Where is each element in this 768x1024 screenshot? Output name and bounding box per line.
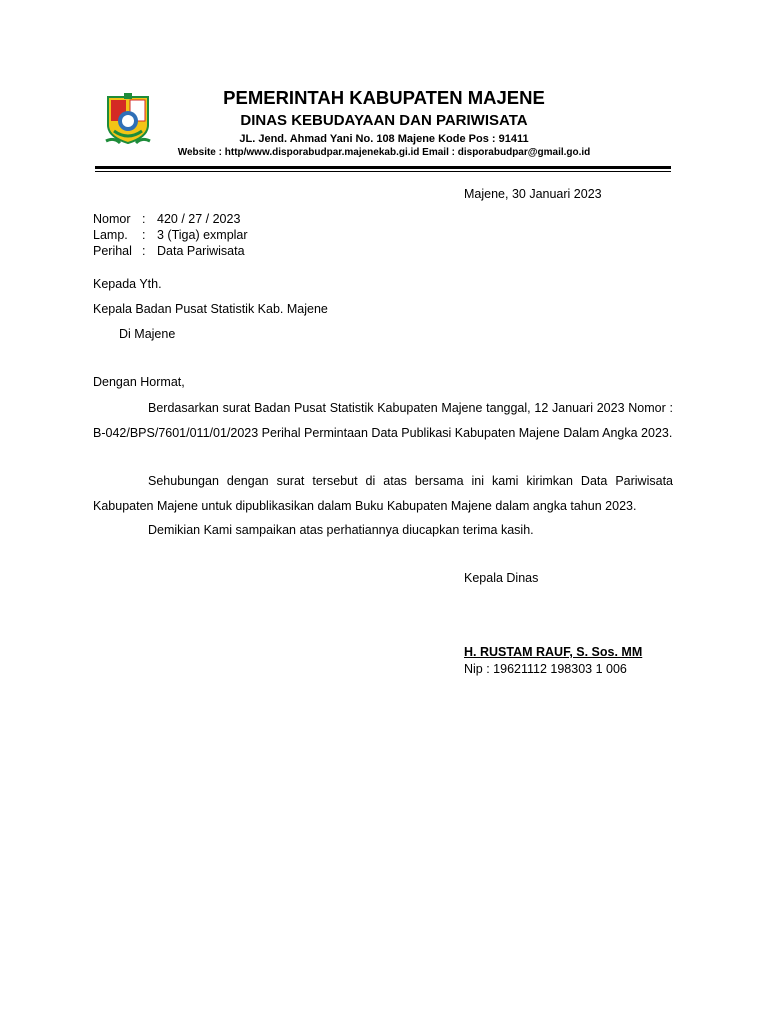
letterhead-contact: Website : http/www.disporabudpar.majenekab.gi.id Email : disporabudpar@gmail.go.id xyxy=(177,147,591,158)
ref-colon: : xyxy=(142,244,146,258)
recipient-location: Di Majene xyxy=(119,327,176,341)
recipient-salutation: Kepada Yth. xyxy=(93,277,162,291)
letterhead-divider-thin xyxy=(95,171,671,172)
ref-colon: : xyxy=(142,228,146,242)
place-date: Majene, 30 Januari 2023 xyxy=(464,187,602,201)
letterhead-government-title: PEMERINTAH KABUPATEN MAJENE xyxy=(223,87,545,108)
body-paragraph-1: Berdasarkan surat Badan Pusat Statistik Kabupaten Majene tanggal, 12 Januari 2023 Nomor : B-042/BPS/7601/011/01/2023 Perihal Permintaan Data Publikasi Kabupaten Majene Dalam Angka 2023. xyxy=(93,401,673,440)
ref-label-nomor: Nomor xyxy=(93,212,131,226)
signatory-title: Kepala Dinas xyxy=(464,571,539,585)
ref-value-nomor: 420 / 27 / 2023 xyxy=(157,212,241,226)
signatory-nip: Nip : 19621112 198303 1 006 xyxy=(464,662,627,676)
ref-value-lamp: 3 (Tiga) exmplar xyxy=(157,228,248,242)
body-paragraph-2: Sehubungan dengan surat tersebut di atas bersama ini kami kirimkan Data Pariwisata Kabupaten Majene untuk dipublikasikan dalam Buku Kabupaten Majene dalam angka tahun 2023. xyxy=(93,474,673,513)
signatory-name: H. RUSTAM RAUF, S. Sos. MM xyxy=(464,645,643,659)
body-paragraph-3: Demikian Kami sampaikan atas perhatiannya diucapkan terima kasih. xyxy=(148,523,534,537)
ref-value-perihal: Data Pariwisata xyxy=(157,244,245,258)
letterhead-address: JL. Jend. Ahmad Yani No. 108 Majene Kode Pos : 91411 xyxy=(239,133,529,145)
ref-label-perihal: Perihal xyxy=(93,244,132,258)
letterhead-divider-thick xyxy=(95,166,671,169)
ref-colon: : xyxy=(142,212,146,226)
recipient-name: Kepala Badan Pusat Statistik Kab. Majene xyxy=(93,302,328,316)
ref-label-lamp: Lamp. xyxy=(93,228,128,242)
letterhead-office-title: DINAS KEBUDAYAAN DAN PARIWISATA xyxy=(240,112,528,129)
greeting: Dengan Hormat, xyxy=(93,375,185,389)
